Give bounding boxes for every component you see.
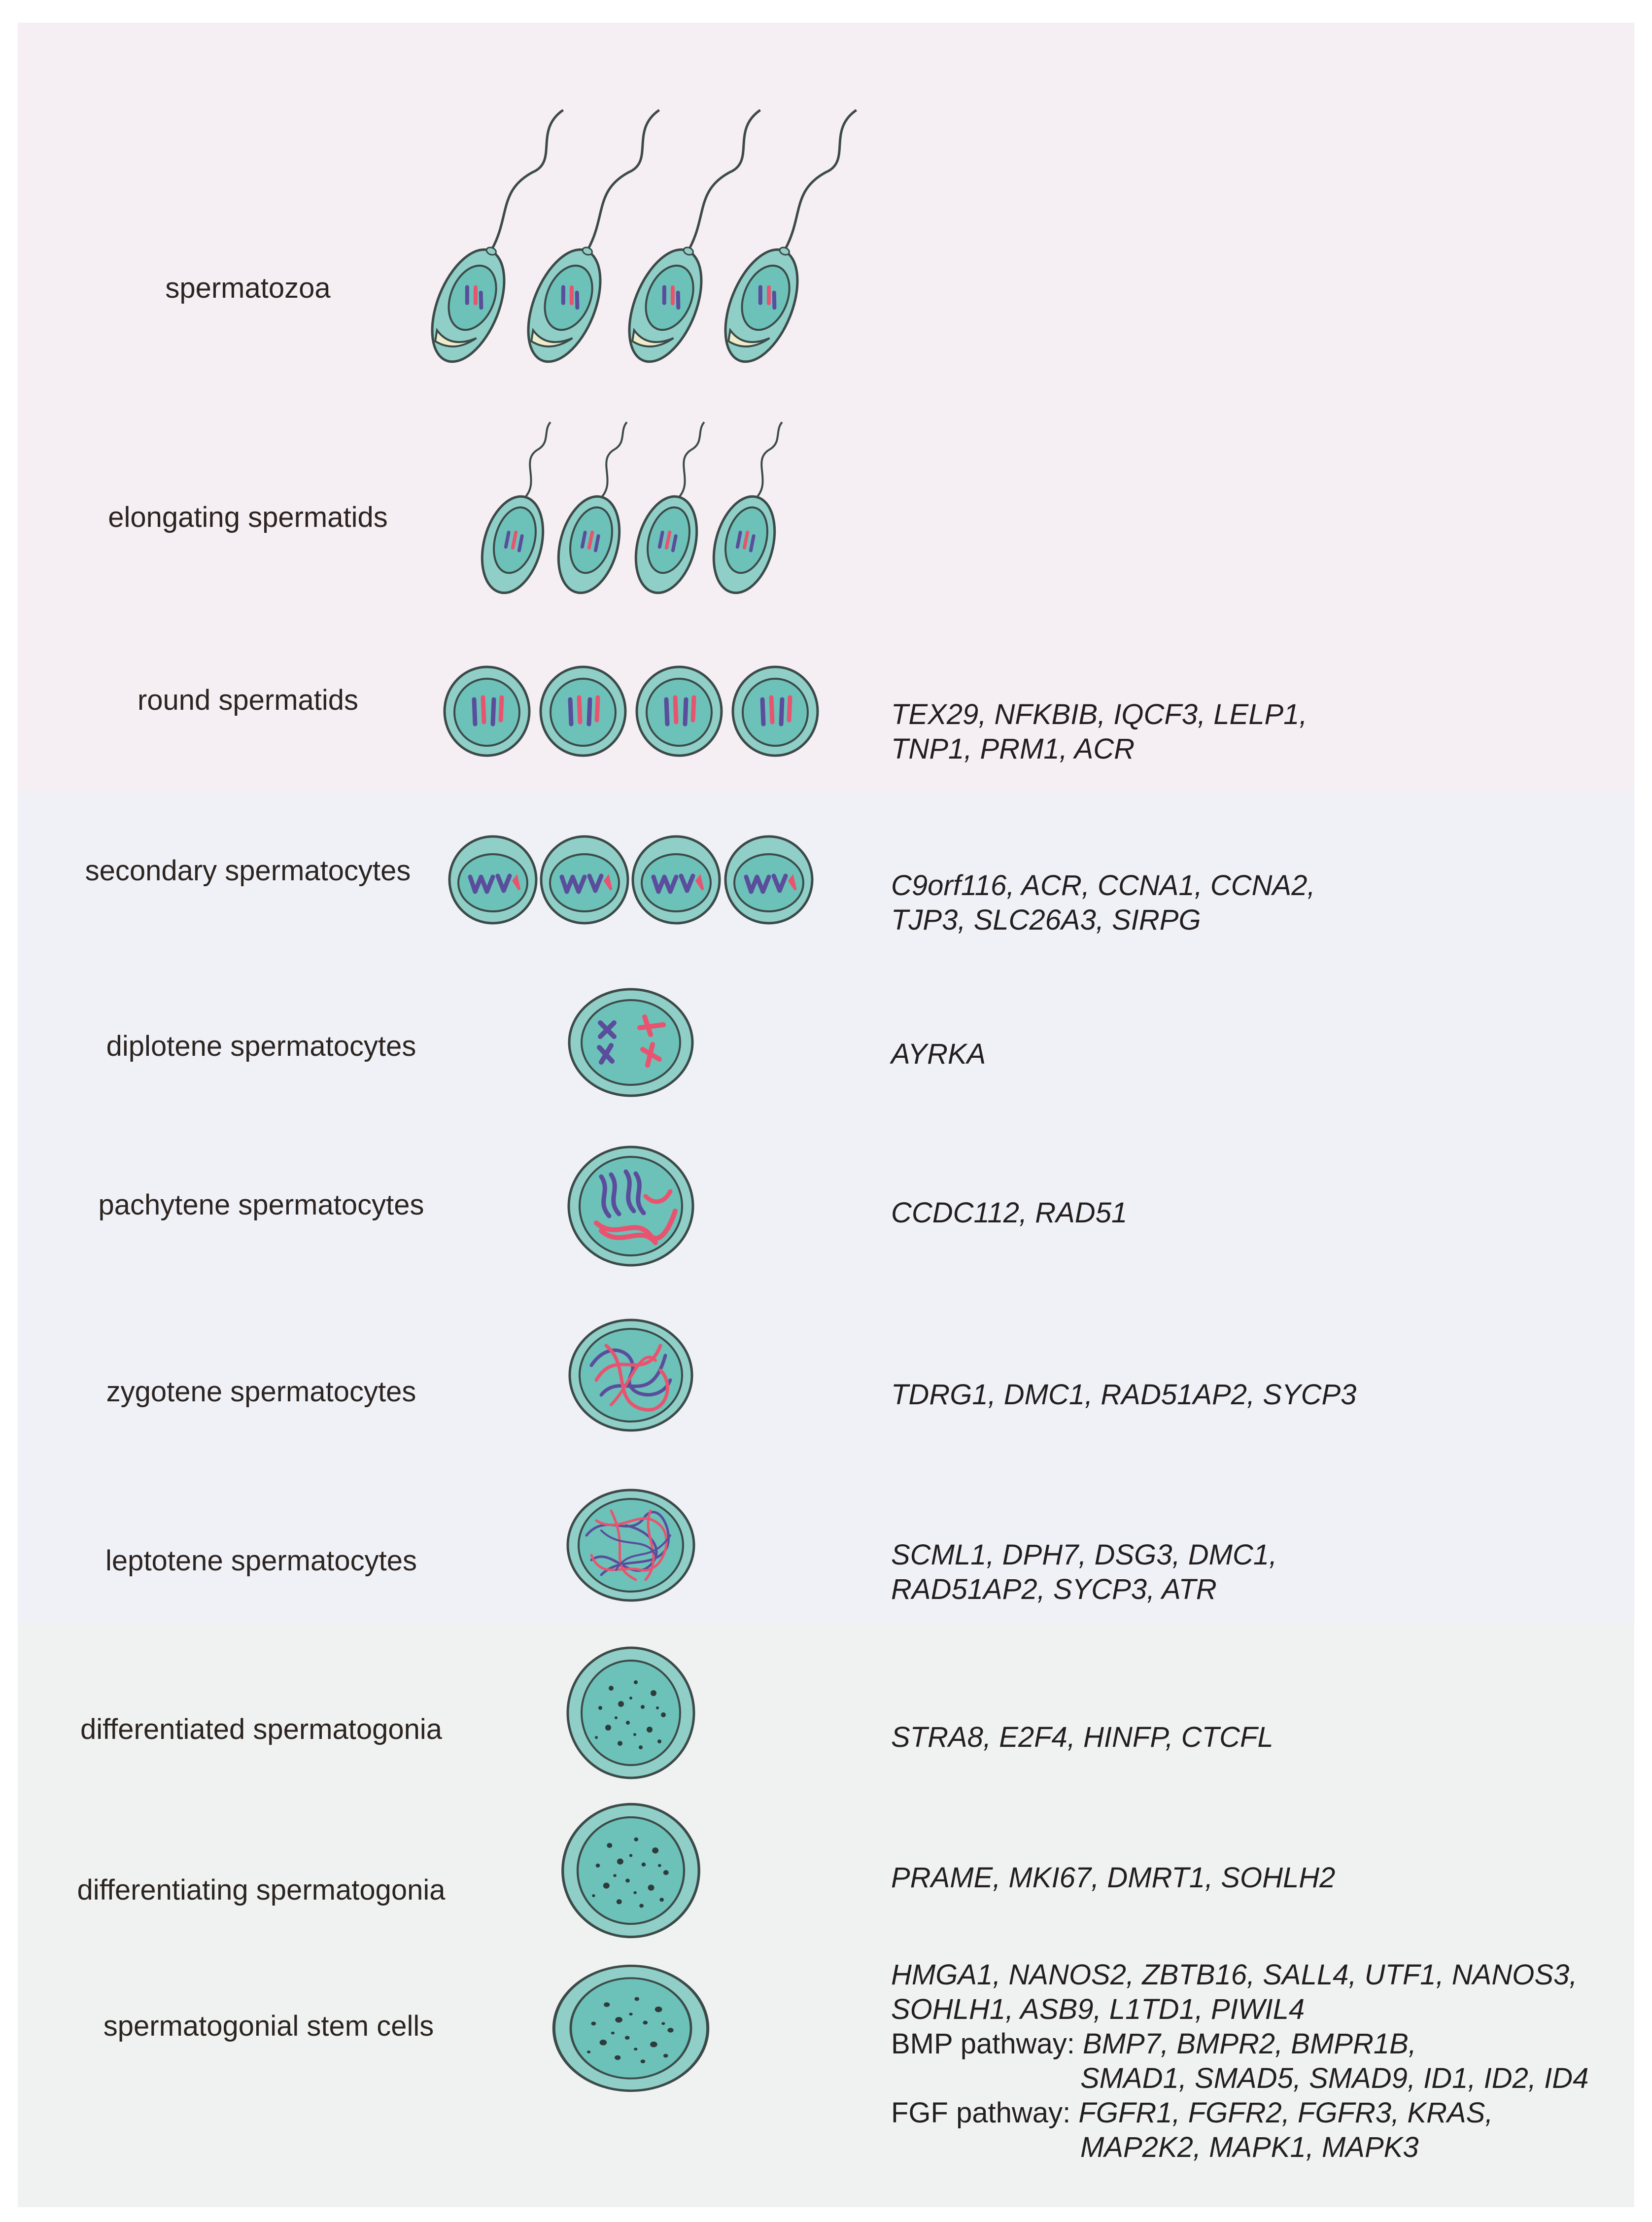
label-stem-cells: spermatogonial stem cells: [103, 2010, 434, 2042]
zygotene-cell: [570, 1320, 692, 1430]
gene-line: HMGA1, NANOS2, ZBTB16, SALL4, UTF1, NANOS3,: [891, 1959, 1578, 1991]
label-spermatozoa: spermatozoa: [165, 272, 331, 304]
round-spermatid-cells: [445, 667, 818, 756]
fgf-genes-cont: MAP2K2, MAPK1, MAPK3: [1080, 2131, 1419, 2163]
gene-line: C9orf116, ACR, CCNA1, CCNA2,: [891, 869, 1315, 902]
differentiated-spermatogonia-cell: [568, 1648, 694, 1778]
gene-line: RAD51AP2, SYCP3, ATR: [891, 1573, 1217, 1605]
spermatozoa-cells: [418, 93, 871, 372]
elongating-spermatid-cells: [472, 414, 805, 600]
genes-differentiated-spermatogonia: [891, 1720, 1273, 1755]
label-pachytene: pachytene spermatocytes: [98, 1189, 424, 1221]
fgf-pathway-line: [891, 2096, 1588, 2130]
gene-line: SOHLH1, ASB9, L1TD1, PIWIL4: [891, 1993, 1305, 2025]
bmp-pathway-line: [891, 2027, 1588, 2061]
gene-line: TEX29, NFKBIB, IQCF3, LELP1,: [891, 698, 1308, 730]
genes-stem-cells: [891, 1958, 1588, 2165]
genes-secondary-spermatocytes: [891, 868, 1315, 937]
label-zygotene: zygotene spermatocytes: [106, 1376, 416, 1408]
label-leptotene: leptotene spermatocytes: [105, 1545, 417, 1577]
label-elongating-spermatids: elongating spermatids: [108, 501, 388, 533]
diplotene-cell: [569, 989, 692, 1096]
label-differentiating-spermatogonia: differentiating spermatogonia: [77, 1874, 446, 1906]
gene-line: AYRKA: [891, 1038, 986, 1070]
fgf-pathway-label: FGF pathway:: [891, 2097, 1071, 2129]
gene-line: TJP3, SLC26A3, SIRPG: [891, 904, 1201, 936]
label-diplotene: diplotene spermatocytes: [106, 1030, 416, 1062]
gene-line: STRA8, E2F4, HINFP, CTCFL: [891, 1721, 1273, 1753]
stem-cell: [554, 1966, 708, 2090]
genes-diplotene: [891, 1037, 986, 1072]
fgf-genes: FGFR1, FGFR2, FGFR3, KRAS,: [1078, 2097, 1493, 2129]
gene-line: CCDC112, RAD51: [891, 1197, 1128, 1229]
label-secondary-spermatocytes: secondary spermatocytes: [85, 855, 411, 887]
bmp-pathway-label: BMP pathway:: [891, 2028, 1075, 2060]
genes-zygotene: [891, 1378, 1356, 1412]
bmp-genes-cont: SMAD1, SMAD5, SMAD9, ID1, ID2, ID4: [1080, 2062, 1589, 2094]
differentiating-spermatogonia-cell: [563, 1804, 699, 1937]
gene-line: SCML1, DPH7, DSG3, DMC1,: [891, 1539, 1277, 1571]
genes-leptotene: [891, 1538, 1277, 1607]
leptotene-cell: [568, 1490, 694, 1600]
pachytene-cell: [569, 1147, 693, 1265]
gene-line: PRAME, MKI67, DMRT1, SOHLH2: [891, 1862, 1336, 1894]
label-round-spermatids: round spermatids: [137, 684, 359, 716]
gene-line: TNP1, PRM1, ACR: [891, 733, 1135, 765]
bmp-genes: BMP7, BMPR2, BMPR1B,: [1083, 2028, 1416, 2060]
genes-differentiating-spermatogonia: [891, 1861, 1335, 1895]
secondary-spermatocyte-cells: [449, 836, 812, 923]
gene-line: TDRG1, DMC1, RAD51AP2, SYCP3: [891, 1379, 1357, 1411]
genes-round-spermatids: [891, 697, 1308, 766]
genes-pachytene: [891, 1196, 1127, 1230]
label-differentiated-spermatogonia: differentiated spermatogonia: [80, 1713, 443, 1745]
